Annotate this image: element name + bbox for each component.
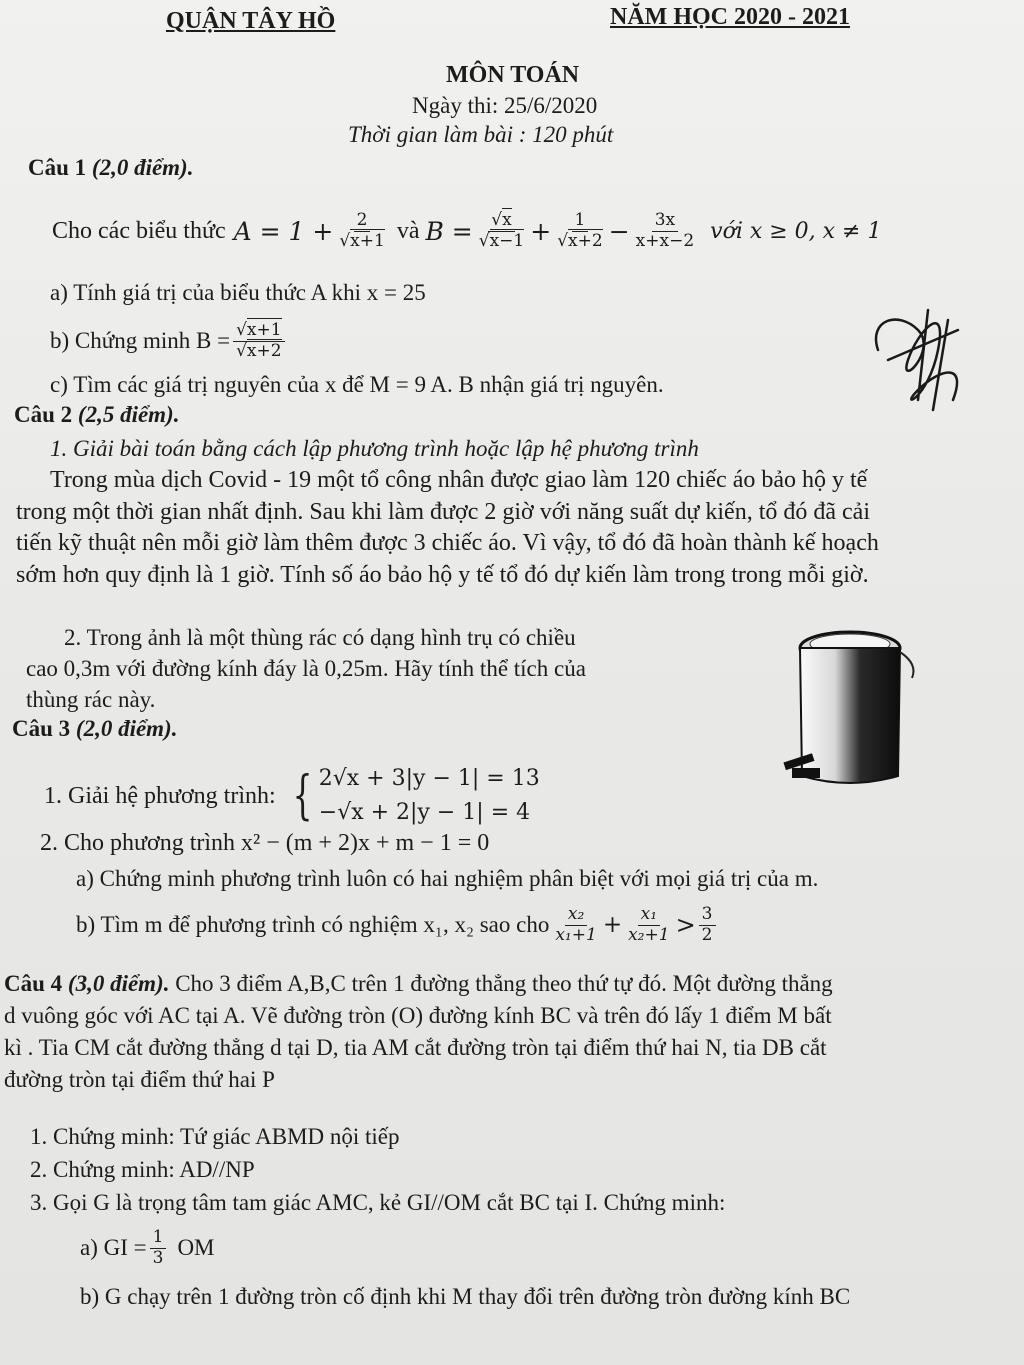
trash-can-image [778,618,928,798]
q2-part1-heading: 1. Giải bài toán bằng cách lập phương trình hoặc lập hệ phương trình [50,436,699,461]
q3-points: (2,0 điểm). [75,716,178,741]
exam-duration: Thời gian làm bài : 120 phút [348,122,614,147]
q3-frac3-num: 3 [699,906,716,926]
q3-frac2 [625,903,672,945]
q4-sub-b: b) G chạy trên 1 đường tròn cố định khi M thay đổi trên đường tròn đường kính BC [80,1284,851,1309]
system-eq2: −√x + 2|y − 1| = 4 [318,800,531,825]
plus-sign: + [530,216,552,246]
district-header: QUẬN TÂY HỒ [166,8,336,34]
q3-frac3-den: 2 [701,924,713,945]
q2-line: trong một thời gian nhất định. Sau khi làm được 2 giờ với năng suất dự kiến, tổ đó đã cải [16,498,870,525]
q3-plus: + [602,912,623,938]
q3-frac1 [552,903,599,945]
q2-heading [14,402,179,428]
q4-sub-a-prefix: a) GI = [80,1235,147,1260]
q3-part2a: a) Chứng minh phương trình luôn có hai nghiệm phân biệt với mọi giá trị của m. [76,866,819,891]
expr-a-lhs: A = 1 + [233,216,334,246]
q4-title: Câu 4 [4,971,63,996]
q4-line: kì . Tia CM cắt đường thẳng d tại D, tia AM cắt đường tròn tại điểm thứ hai N, tia DB cắt [4,1035,827,1060]
q3-part1 [44,760,540,832]
q2-title: Câu 2 [14,402,73,427]
q3-gt: > [675,911,696,939]
q2-part2-body [26,622,586,715]
q4-sub-a-suffix: OM [177,1235,215,1260]
school-year-header: NĂM HỌC 2020 - 2021 [610,4,850,30]
q3-part2b-prefix: b) Tìm m để phương trình có nghiệm x₁, x₂ sao cho [76,912,550,937]
expr-b-frac3-num: 3x [652,212,678,232]
q4-item: 3. Gọi G là trọng tâm tam giác AMC, kẻ GI//OM cắt BC tại I. Chứng minh: [30,1190,726,1215]
q1-part-c: c) Tìm các giá trị nguyên của x để M = 9 A. B nhận giá trị nguyên. [50,372,664,397]
q1-title: Câu 1 [28,155,87,180]
q3-frac2-num: x₁ [638,906,660,926]
expr-b-frac1-den: x−1 [489,230,525,251]
minus-sign: − [608,216,630,246]
q3-part2b [76,896,719,954]
q1-heading [28,155,193,181]
q3-heading [12,716,177,742]
q2-part2-line: cao 0,3m với đường kính đáy là 0,25m. Hãy tính thể tích của [26,656,586,681]
q3-part2: 2. Cho phương trình x² − (m + 2)x + m − 1 = 0 [40,830,490,856]
q3-frac1-den: x₁+1 [555,924,597,945]
q2-line: tiến kỹ thuật nên mỗi giờ làm thêm được 3 chiếc áo. Vì vậy, tổ đó đã hoàn thành kế hoạch [16,530,879,556]
q2-part1-body [16,465,879,591]
expr-a-fraction: $\frac{2}{√x+1}$ [339,209,385,251]
q1-part-b [50,314,288,368]
q1-points: (2,0 điểm). [91,155,194,180]
q3-title: Câu 3 [12,716,71,741]
expr-b-frac2-den: x+2 [568,230,603,251]
q2-line: sớm hơn quy định là 1 giờ. Tính số áo bảo hộ y tế tổ đó dự kiến làm trong trong mỗi giờ. [16,561,869,588]
q3-frac3 [699,903,716,945]
q1-expressions [52,198,881,264]
q4-line: Cho 3 điểm A,B,C trên 1 đường thẳng theo thứ tự đó. Một đường thẳng [175,971,833,996]
expr-b-frac2: $\frac{1}{√x+2}$ [557,209,603,251]
expr-b-frac1: $\frac{√x}{√x-1}$ [478,209,525,251]
q1-part-b-den: x+2 [246,340,282,361]
q1-part-b-prefix: b) Chứng minh B = [50,328,231,353]
exam-date: Ngày thi: 25/6/2020 [412,93,598,118]
q4-sub-a [80,1220,215,1276]
q3-frac1-num: x₂ [565,906,587,926]
system-eq1: 2√x + 3|y − 1| = 13 [318,766,540,791]
q1-part-b-fraction: $\frac{√x+1}{√x+2}$ [233,322,285,361]
q1-intro: Cho các biểu thức [52,217,226,244]
q2-part2-line: 2. Trong ảnh là một thùng rác có dạng hình trụ có chiều [64,625,576,650]
expr-b-frac1-num: x [502,209,512,230]
q4-line: đường tròn tại điểm thứ hai P [4,1067,275,1092]
q4-sub-a-fraction [150,1226,167,1268]
expr-b-frac3-den: x+x−2 [635,230,695,251]
system-brace: { [292,766,313,826]
q1-part-b-num: x+1 [246,319,282,340]
q4-points: (3,0 điểm). [67,971,170,996]
q4-body [4,968,833,1096]
q4-item: 1. Chứng minh: Tứ giác ABMD nội tiếp [30,1124,400,1149]
subject-title: MÔN TOÁN [446,62,580,88]
equation-system [286,762,540,830]
expr-b-frac2-num: 1 [572,212,589,232]
q2-part2-line: thùng rác này. [26,687,156,712]
q3-frac2-den: x₂+1 [628,924,670,945]
q4-item: 2. Chứng minh: AD//NP [30,1157,255,1182]
q4-items [30,1120,725,1219]
q2-points: (2,5 điểm). [77,402,180,427]
expr-condition: với x ≥ 0, x ≠ 1 [710,218,882,244]
q4-line: d vuông góc với AC tại A. Vẽ đường tròn (O) đường kính BC và trên đó lấy 1 điểm M bất [4,1003,832,1028]
q4-sub-a-den: 3 [152,1247,164,1268]
expr-a-den: x+1 [350,230,385,251]
expr-b-frac3 [633,209,697,251]
q2-line: Trong mùa dịch Covid - 19 một tổ công nhân được giao làm 120 chiếc áo bảo hộ y tế [50,467,868,493]
q1-part-a: a) Tính giá trị của biểu thức A khi x = 25 [50,280,426,305]
expr-b-lhs: B = [425,216,473,246]
handwritten-signature [858,290,978,430]
q4-sub-a-num: 1 [150,1229,167,1249]
word-and: và [396,217,420,244]
expr-a-num: 2 [354,212,371,232]
q3-part1-label: 1. Giải hệ phương trình: [44,782,276,809]
